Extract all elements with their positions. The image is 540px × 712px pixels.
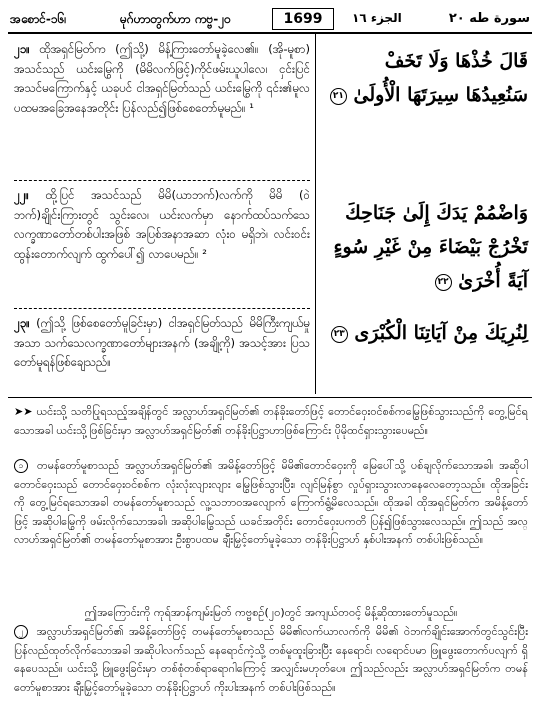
ayah-number-marker: ٢٢ xyxy=(435,274,452,291)
page-header xyxy=(10,8,530,30)
column-divider xyxy=(315,34,316,394)
arabic-ayah-21 xyxy=(322,44,528,112)
footnote-1 xyxy=(14,457,528,550)
arabic-text: قَالَ خُذْهَا وَلَا تَخَفْ سَنُعِيدُهَا سِيرَتَهَا الْأُولَىٰ xyxy=(353,50,528,106)
footnote-number: ၁ xyxy=(14,459,28,473)
arabic-ayah-23 xyxy=(322,316,528,350)
page-number: 1699 xyxy=(272,8,334,30)
arabic-ayah-22 xyxy=(322,196,528,298)
footnote-reference xyxy=(14,604,528,623)
footnote-text: အလ္လာဟ်အရှင်မြတ်၏ အမိန့်တော်ဖြင့် တမန်တော်မူစာသည် မိမိ၏လက်ယာလက်ကို မိမိ၏ ဝဲဘက်ချိုင်းအောက်တွင်သွင်းပြီး ပြန်လည်ထုတ်လိုက်သောအခါ အဆိုပါလက်သည် နေရောင်ကဲ့သို့ တစ်မူထူးခြားပြီး နေရောင်၊ လရောင်ပမာ ဖြူဖွေးတောက်ပလျက် ရှိနေပေသည်။ ယင်းသို့ ဖြူဖွေးခြင်းမှာ တစ်စုံတစ်ရာရောဂါကြောင့် အလျှင်းမဟုတ်ပေ။ ဤသည်လည်း အလ္လာဟ်အရှင်မြတ်က တမန်တော်မူစာအား ချီးမြှင့်တော်မူခဲ့သော တန်ခိုးပြဋ္ဌာဟ် ကိုးပါးအနက် တစ်ပါးဖြစ်သည်။ xyxy=(14,625,529,694)
footnote-text: ယင်းသို့ သတိပြုရသည့်အချိန်တွင် အလ္လာဟ်အရှင်မြတ်၏ တန်ခိုးတော်ဖြင့် တောင်ဝှေးဝင်စစ်ကမြွေဖြစ်သွားသည်ကို တွေ့မြင်ရသောအခါ ယင်းသို့ဖြစ်ခြင်းမှာ အလ္လာဟ်အရှင်မြတ်၏ တန်ခိုးပြဋ္ဌာဟာဖြစ်ကြောင်း ပိုမိုထင်ရှားသွားပေမည်။ xyxy=(14,405,528,437)
verse-text: (ဤသို့ ဖြစ်စေတော်မူခြင်းမှာ) ငါအရှင်မြတ်သည် မိမိကြီးကျယ်မှုအသာ သက်သေလက္ခဏာတော်များအနက် (အချို့ကို) အသင့်အား ပြသတော်မူရန်ဖြစ်ချေသည်။ xyxy=(14,316,310,369)
ayah-number-marker: ٢٣ xyxy=(331,326,348,343)
verse-divider xyxy=(14,180,310,181)
footnote-text: ဤအကြောင်းကို ကုရ်အာန်ကျမ်းမြတ် ကဗ္ဗစဉ်(၂၀)တွင် အကျယ်တဝင့် မိန့်ဆိုထားတော်မူသည်။ xyxy=(84,606,458,619)
arabic-text: لِنُرِيَكَ مِنْ آيَاتِنَا الْكُبْرَى xyxy=(354,322,528,344)
verse-number: ၂၃။ xyxy=(14,316,30,330)
verse-text: ထိုအရှင်မြတ်က (ဤသို့) မိန့်ကြားတော်မူခဲ့လေ၏။ (အို-မူစာ) အသင်သည် ယင်းမြွေကို (မိမိလက်ဖြင့်)ကိုင်ဖမ်းယူပါလေ၊ ငှင်းပြင် အသင်မကြောက်နှင့် ယခုပင် ငါအရှင်မြတ်သည် ယင်းမြွေကို ၎င်း၏မူလပထမအခြေအနေအတိုင်း ပြန်လည်၍ဖြစ်စေတော်မူမည်။ ¹ xyxy=(14,42,310,115)
volume-label: အစောင်-၁၆၊ xyxy=(10,12,67,26)
verse-21 xyxy=(14,40,310,118)
verse-number: ၂၂။ xyxy=(14,188,29,202)
verse-22 xyxy=(14,186,310,264)
chapter-label: မုဂ်ဟာတွက်ဟာ ကဗ္ဗ-၂၀ xyxy=(120,12,231,26)
surah-label: سورة طه ٢٠ xyxy=(448,11,530,26)
verse-divider xyxy=(14,308,310,309)
juz-label: الجزء ١٦ xyxy=(352,11,402,25)
arabic-text: وَاضْمُمْ يَدَكَ إِلَىٰ جَنَاحِكَ تَخْرُجْ بَيْضَاءَ مِنْ غَيْرِ سُوءٍ آيَةً أُخْرَىٰ xyxy=(333,202,528,292)
header-rule xyxy=(8,32,532,34)
verse-text: ထို့ပြင် အသင်သည် မိမိ(ယာဘက်)လက်ကို မိမိ (ဝဲဘက်)ချိုင်းကြားတွင် သွင်းလေ၊ ယင်းလက်မှာ နောက်ထပ်သက်သေ လက္ခဏာတော်တစ်ပါးအဖြစ် အပြစ်အနာအဆာ လုံးဝ မရှိဘဲ၊ လင်းဝင်းထွန်းတောက်လျက် ထွက်ပေါ်၍ လာပေမည်။ ² xyxy=(14,188,310,261)
footnote-text: တမန်တော်မူစာသည် အလ္လာဟ်အရှင်မြတ်၏ အမိန့်တော်ဖြင့် မိမိ၏တောင်ဝှေးကို မြေပေါ်သို့ ပစ်ချလိုက်သောအခါ၊ အဆိုပါတောင်ဝှေးသည် တောင်ဝှေးဝင်စစ်က လုံးလုံးလျားလျား မြွေဖြစ်သွားပြီး၊ လျင်မြန်စွာ လှုပ်ရှားသွားလာနေလေတော့သည်။ ထိုအခြင်းကို တွေ့မြင်ရသောအခါ တမန်တော်မူစာသည် လူ့သဘာဝအလျောက် ကြောက်ရွံ့မိလေသည်။ ထိုအခါ ထိုအရှင်မြတ်က အမိန့်တော်ဖြင့် အဆိုပါမြွေကို ဖမ်းလိုက်သောအခါ၊ အဆိုပါမြွေသည် ယခင်အတိုင်း တောင်ဝှေးပကတိ ပြန်၍ဖြစ်သွားလေသည်။ ဤသည် အလ္လာဟ်အရှင်မြတ်၏ တမန်တော်မူစာအား ဦးစွာပထမ ချီးမြှင့်တော်မူခဲ့သော တန်ခိုးပြဋ္ဌာဟ် နှစ်ပါးအနက် တစ်ပါးဖြစ်သည်။ xyxy=(14,459,528,546)
arrow-icon: ➤➤ xyxy=(14,405,33,418)
footnote-2 xyxy=(14,623,528,697)
footnote-intro xyxy=(14,403,528,440)
footnote-rule xyxy=(8,397,532,398)
footnote-number: ၂ xyxy=(14,625,28,639)
ayah-number-marker: ٢١ xyxy=(330,88,347,105)
verse-23 xyxy=(14,314,310,373)
verse-number: ၂၁။ xyxy=(14,42,30,56)
